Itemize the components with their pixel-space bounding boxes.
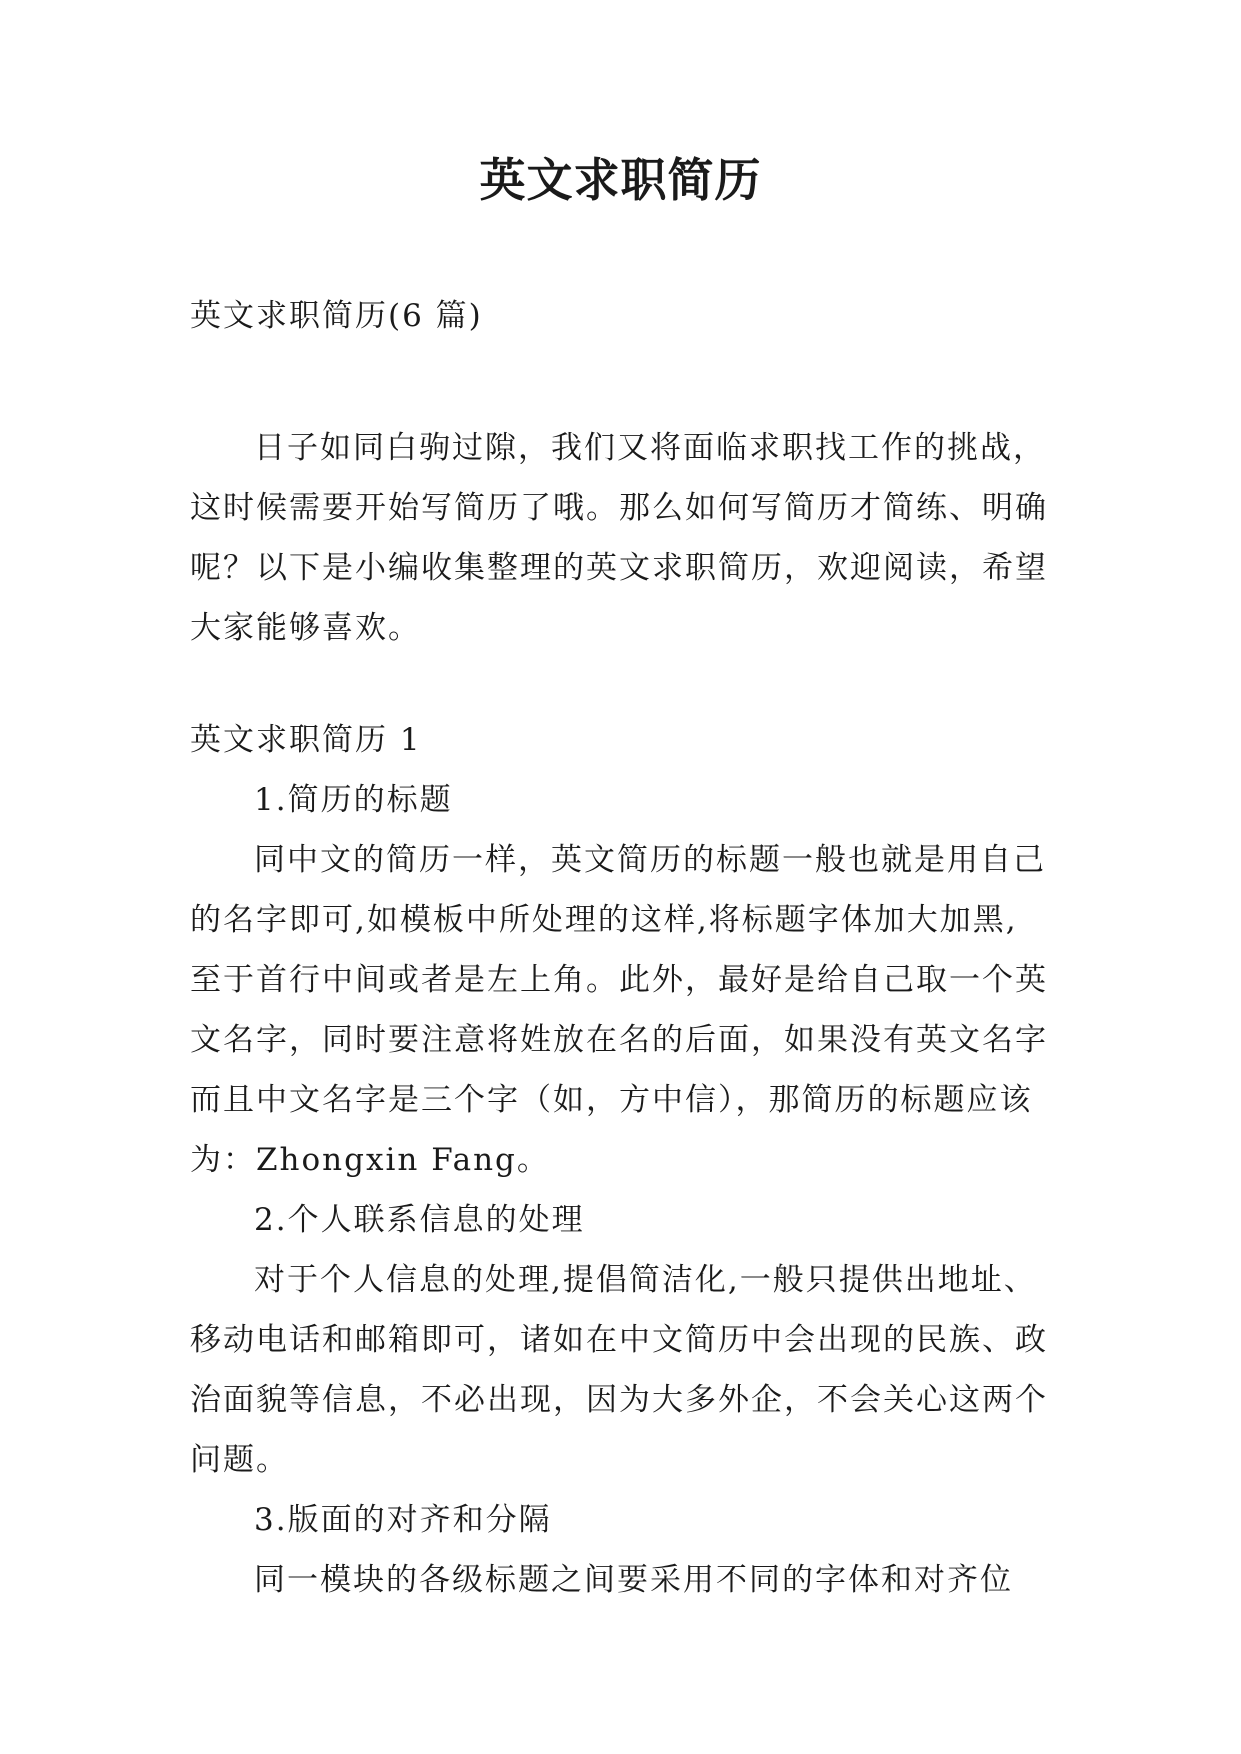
paragraph-line: 移动电话和邮箱即可，诸如在中文简历中会出现的民族、政: [190, 1322, 1048, 1358]
item-heading: 3.版面的对齐和分隔: [254, 1502, 552, 1538]
paragraph-line: 问题。: [190, 1442, 289, 1478]
paragraph-line: 至于首行中间或者是左上角。此外，最好是给自己取一个英: [190, 962, 1048, 998]
item-paragraph: [190, 830, 1060, 1190]
paragraph-line: 文名字，同时要注意将姓放在名的后面，如果没有英文名字: [190, 1022, 1048, 1058]
intro-line: 呢？以下是小编收集整理的英文求职简历，欢迎阅读，希望: [190, 550, 1048, 586]
item-paragraph: [190, 1250, 1060, 1490]
document-title: 英文求职简历: [479, 153, 762, 207]
paragraph-line: 同一模块的各级标题之间要采用不同的字体和对齐位: [254, 1562, 1013, 1598]
item-heading: 1.简历的标题: [254, 782, 453, 818]
paragraph-line: 对于个人信息的处理,提倡简洁化,一般只提供出地址、: [254, 1262, 1037, 1298]
paragraph-line: 的名字即可,如模板中所处理的这样,将标题字体加大加黑,: [190, 902, 1018, 938]
paragraph-line: 为：Zhongxin Fang。: [190, 1142, 550, 1178]
intro-paragraph: [190, 418, 1060, 658]
intro-line: 大家能够喜欢。: [190, 610, 421, 646]
document-subtitle: 英文求职简历(6 篇): [190, 298, 483, 334]
section-heading: 英文求职简历 1: [190, 722, 422, 758]
intro-line: 这时候需要开始写简历了哦。那么如何写简历才简练、明确: [190, 490, 1048, 526]
document-body: [190, 286, 1060, 1610]
item-heading: 2.个人联系信息的处理: [254, 1202, 585, 1238]
paragraph-line: 同中文的简历一样，英文简历的标题一般也就是用自己: [254, 842, 1046, 878]
paragraph-line: 而且中文名字是三个字（如，方中信），那简历的标题应该: [190, 1082, 1033, 1118]
paragraph-line: 治面貌等信息，不必出现，因为大多外企，不会关心这两个: [190, 1382, 1048, 1418]
item-paragraph: [190, 1550, 1060, 1610]
intro-line: 日子如同白驹过隙，我们又将面临求职找工作的挑战，: [254, 430, 1046, 466]
